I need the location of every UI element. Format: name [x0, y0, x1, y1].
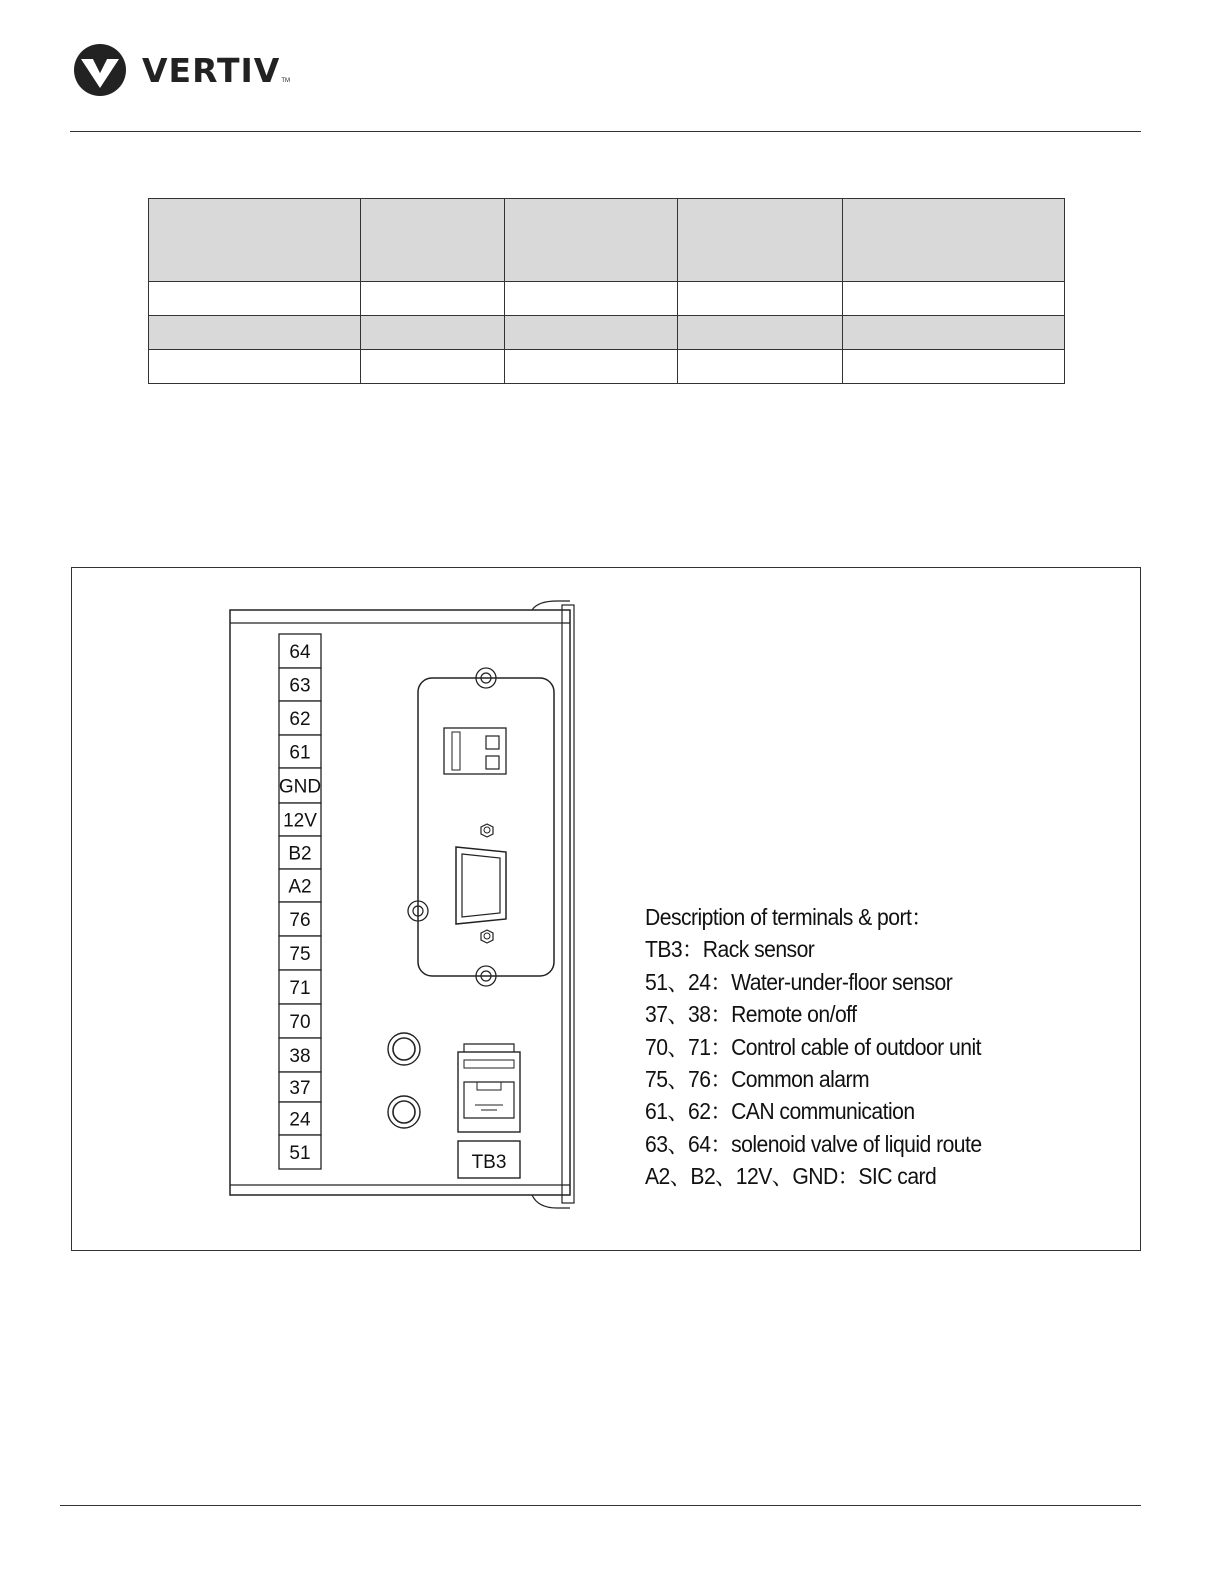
- terminal-label-51: 51: [289, 1143, 311, 1164]
- table-header-cell: [149, 199, 361, 282]
- table-header-cell: [678, 199, 843, 282]
- terminal-block: [279, 634, 321, 1169]
- terminal-label-70: 70: [289, 1012, 311, 1033]
- two-pin-connector: [444, 728, 506, 774]
- db9-port: [456, 847, 506, 924]
- table-row: [149, 350, 1065, 384]
- db9-nut-bottom: [481, 930, 493, 943]
- table-row: [149, 282, 1065, 316]
- pin-square: [486, 736, 499, 749]
- terminal-label-12v: 12V: [283, 810, 317, 832]
- header-rule: [70, 131, 1141, 132]
- table-header-cell: [843, 199, 1065, 282]
- terminal-label-gnd: GND: [278, 776, 322, 798]
- tb3-label: TB3: [471, 1152, 507, 1173]
- table-header-cell: [505, 199, 678, 282]
- trademark: TM: [281, 78, 291, 84]
- table-header-cell: [361, 199, 505, 282]
- description-line: 51、24：Water-under-floor sensor: [645, 968, 953, 995]
- terminal-label-62: 62: [289, 709, 311, 730]
- db9-nut-top: [481, 824, 493, 837]
- terminal-label-b2: B2: [288, 843, 312, 865]
- terminal-label-63: 63: [289, 675, 311, 697]
- footer-rule: [60, 1505, 1141, 1506]
- board-right-rail: [562, 605, 574, 1203]
- brand-name: VERTIV: [142, 50, 281, 90]
- terminal-label-a2: A2: [288, 876, 312, 898]
- terminal-label-24: 24: [289, 1109, 311, 1131]
- description-line: A2、B2、12V、GND：SIC card: [645, 1163, 937, 1190]
- terminal-diagram-figure: [71, 567, 1141, 1251]
- terminal-label-61: 61: [289, 742, 311, 764]
- rj45-jack: [458, 1052, 520, 1132]
- table-row: [149, 316, 1065, 350]
- description-line: 63、64：solenoid valve of liquid route: [645, 1130, 982, 1157]
- pin-square: [486, 756, 499, 769]
- description-line: 37、38：Remote on/off: [645, 1001, 857, 1028]
- terminal-label-71: 71: [289, 978, 311, 999]
- terminal-label-37: 37: [289, 1078, 311, 1099]
- spec-table: [148, 198, 1065, 384]
- description-title: Description of terminals & port：: [645, 904, 932, 930]
- description-line: 75、76：Common alarm: [645, 1066, 870, 1093]
- rail-bottom-hook: [532, 1195, 570, 1208]
- terminal-label-38: 38: [289, 1046, 311, 1067]
- table-header-row: [149, 199, 1065, 282]
- vertiv-logo: [72, 42, 290, 98]
- terminal-label-75: 75: [289, 944, 311, 965]
- vertiv-logo-icon: [72, 42, 128, 98]
- terminal-label-76: 76: [289, 910, 311, 931]
- terminal-description: [645, 901, 982, 1193]
- description-line: 61、62：CAN communication: [645, 1098, 915, 1125]
- description-line: 70、71：Control cable of outdoor unit: [645, 1033, 981, 1060]
- terminal-label-64: 64: [289, 642, 311, 663]
- description-line: TB3：Rack sensor: [645, 936, 815, 963]
